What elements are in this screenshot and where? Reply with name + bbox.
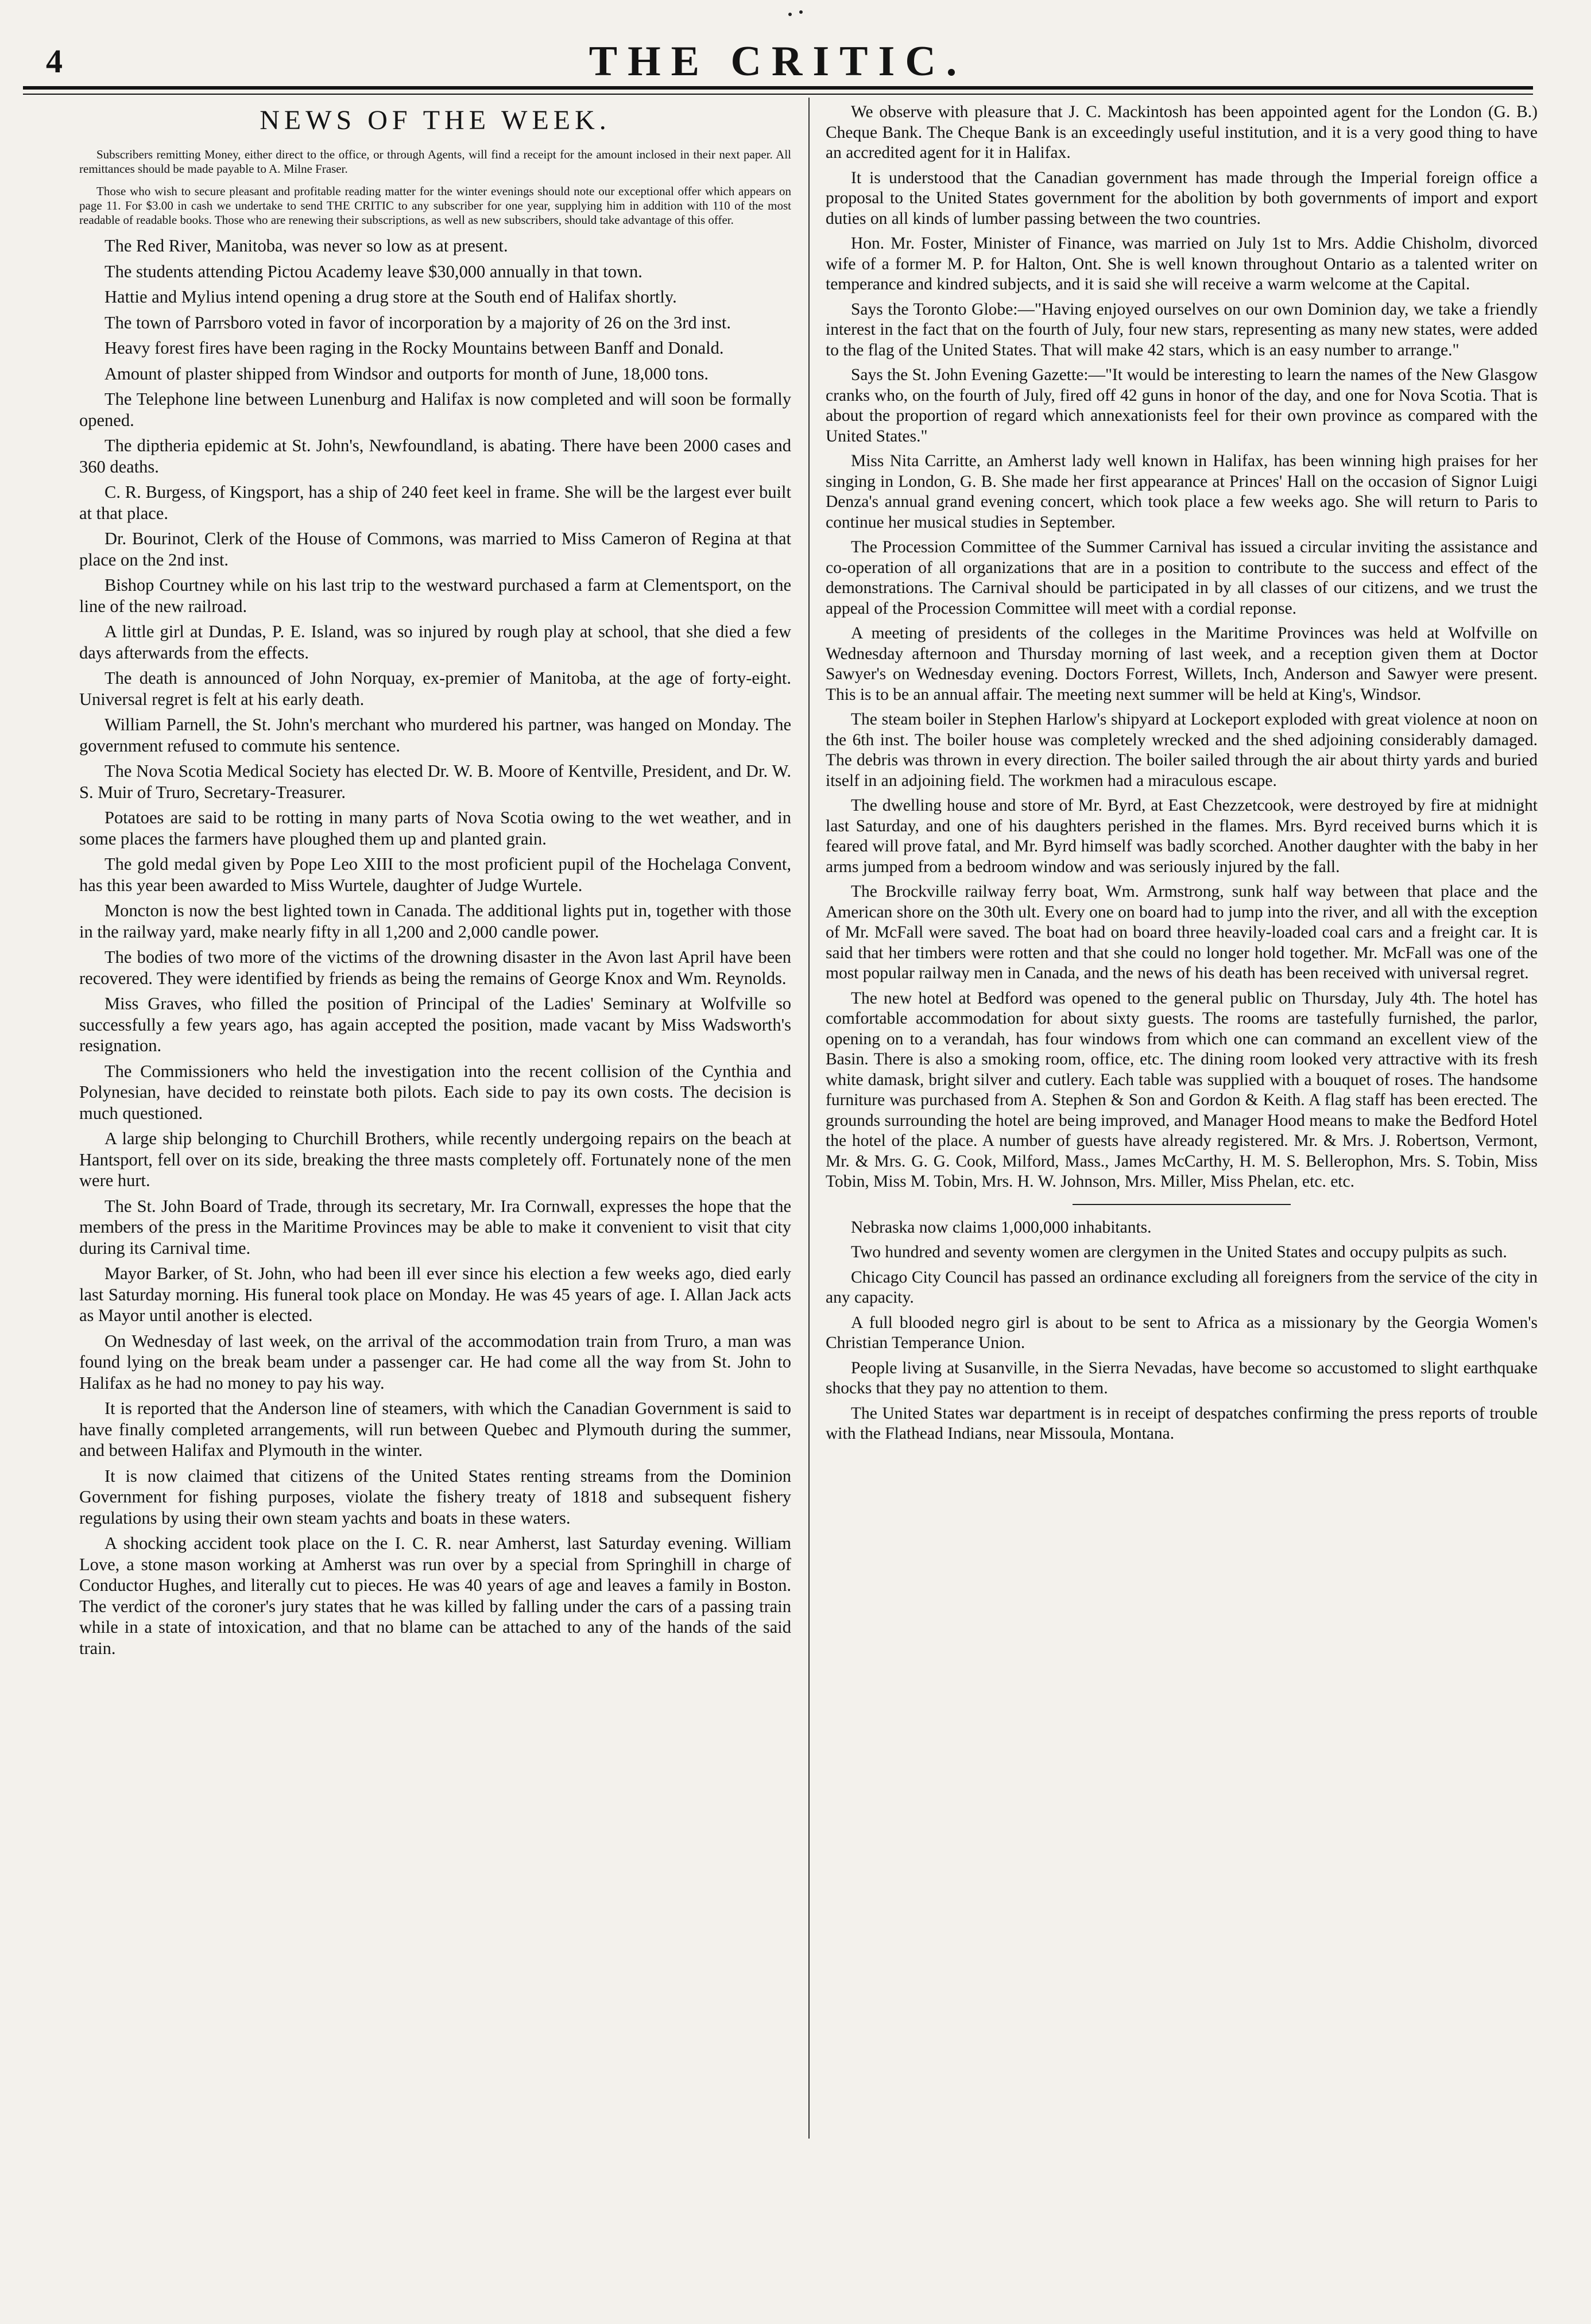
right-news-list xyxy=(826,102,1538,1192)
news-item: The Procession Committee of the Summer Carnival has issued a circular inviting the assistance and co-operation of all organizations that are in a position to contribute to the success and effect of the demonstrations. The Carnival should be participated in by all classes of our citizens, and we trust the appeal of the Procession Committee will meet with a cordial reponse. xyxy=(826,538,1538,618)
news-item: The Commissioners who held the investigation into the recent collision of the Cynthia and Polynesian, have decided to reinstate both pilots. Each side to pay its own costs. The decision is much questioned. xyxy=(79,1061,791,1123)
news-item: Potatoes are said to be rotting in many parts of Nova Scotia owing to the wet weather, and in some places the farmers have ploughed them up and planted grain. xyxy=(79,808,791,849)
news-item: The bodies of two more of the victims of the drowning disaster in the Avon last April have been recovered. They were identified by friends as being the remains of George Knox and Wm. Reynolds. xyxy=(79,947,791,988)
column-divider xyxy=(808,98,810,2139)
news-item: We observe with pleasure that J. C. Mackintosh has been appointed agent for the London (G. B.) Cheque Bank. The Cheque Bank is an exceedingly useful institution, and it is a very good thing to have an accredited agent for it in Halifax. xyxy=(826,103,1538,162)
news-item: Miss Nita Carritte, an Amherst lady well known in Halifax, has been winning high praises for her singing in London, G. B. She made her first appearance at Princes' Hall on the occasion of Signor Luigi Denza's annual grand evening concert, which took place a few weeks ago. She will return to Paris to continue her musical studies in September. xyxy=(826,452,1538,532)
section-separator xyxy=(1073,1204,1291,1205)
news-item: Mayor Barker, of St. John, who had been ill ever since his election a few weeks ago, died early last Saturday morning. His funeral took place on Monday. He was 45 years of age. I. Allan Jack acts as Mayor until another is elected. xyxy=(79,1264,791,1325)
masthead-title: THE CRITIC. xyxy=(589,38,967,85)
header-rule-thin xyxy=(23,94,1533,95)
news-item: A large ship belonging to Churchill Brothers, while recently undergoing repairs on the beach at Hantsport, fell over on its side, breaking the three masts completely off. Fortunately none of the men were hurt. xyxy=(79,1129,791,1190)
news-item: It is now claimed that citizens of the United States renting streams from the Dominion Government for fishing purposes, violate the fishery treaty of 1818 and subsequent fishery regulations by using their own steam yachts and boats in these waters. xyxy=(79,1466,791,1528)
news-item: Bishop Courtney while on his last trip to the westward purchased a farm at Clementsport, on the line of the new railroad. xyxy=(79,575,791,616)
right-column xyxy=(826,102,1538,2146)
news-item: A meeting of presidents of the colleges in the Maritime Provinces was held at Wolfville on Wednesday afternoon and Thursday morning of last week, and a reception given them at Doctor Sawyer's on Wednesday evening. Doctors Forrest, Willets, Inch, Anderson and Sawyer were present. This is to be an annual affair. The meeting next summer will be held at King's, Windsor. xyxy=(826,624,1538,704)
news-item: Two hundred and seventy women are clergymen in the United States and occupy pulpits as such. xyxy=(851,1243,1507,1261)
page-number: 4 xyxy=(46,42,63,80)
news-item: Hon. Mr. Foster, Minister of Finance, was married on July 1st to Mrs. Addie Chisholm, divorced wife of a former M. P. for Halton, Ont. She is well known throughout Ontario as a talented writer on temperance and kindred subjects, and it is said she will receive a warm welcome at the Capital. xyxy=(826,234,1538,293)
news-item: A little girl at Dundas, P. E. Island, was so injured by rough play at school, that she died a few days afterwards from the effects. xyxy=(79,622,791,663)
ink-speck xyxy=(799,10,803,14)
news-item: The diptheria epidemic at St. John's, Newfoundland, is abating. There have been 2000 cases and 360 deaths. xyxy=(79,436,791,477)
news-item: C. R. Burgess, of Kingsport, has a ship of 240 feet keel in frame. She will be the largest ever built at that place. xyxy=(79,482,791,523)
news-item: A full blooded negro girl is about to be sent to Africa as a missionary by the Georgia Women's Christian Temperance Union. xyxy=(826,1313,1538,1352)
left-news-list xyxy=(79,235,791,1659)
news-item: The new hotel at Bedford was opened to the general public on Thursday, July 4th. The hotel has comfortable accommodation for about sixty guests. The rooms are tastefully furnished, the parlor, opening on to a verandah, has four windows from which one can command an excellent view of the Basin. There is also a smoking room, office, etc. The dining room looked very attractive with its fresh white damask, bright silver and cutlery. Each table was supplied with a bouquet of roses. The handsome furniture was purchased from A. Stephen & Son and Gordon & Keith. A flag staff has been erected. The grounds surrounding the hotel are being improved, and Manager Hood means to make the Bedford Hotel the hotel of the place. A number of guests have already registered. Mr. & Mrs. J. Robertson, Vermont, Mr. & Mrs. G. G. Cook, Milford, Mass., James McCarthy, H. M. S. Bellerophon, Mrs. S. Tobin, Miss Tobin, Miss M. Tobin, Mrs. H. W. Johnson, Mrs. Miller, Miss Phelan, etc. etc. xyxy=(826,989,1538,1191)
subscriber-offer-notice: Those who wish to secure pleasant and profitable reading matter for the winter evenings should note our exceptional offer which appears on page 11. For $3.00 in cash we undertake to send THE CRITIC to any subscriber for one year, supplying him in addition with 110 of the most readable of readable books. Those who are renewing their subscriptions, as well as new subscribers, should take advantage of this offer. xyxy=(79,184,791,227)
news-item: Says the Toronto Globe:—"Having enjoyed ourselves on our own Dominion day, we take a friendly interest in the fact that on the fourth of July, four new stars, representing as many new states, were added to the flag of the United States. That will make 42 stars, which is an easy number to arrange." xyxy=(826,300,1538,359)
left-column xyxy=(79,102,791,2146)
news-item: Says the St. John Evening Gazette:—"It would be interesting to learn the names of the New Glasgow cranks who, on the fourth of July, fired off 42 guns in honor of the day, and one for Nova Scotia. That is about the proportion of regard which annexationists feel for their own province as compared with the United States." xyxy=(826,366,1538,446)
news-item: The St. John Board of Trade, through its secretary, Mr. Ira Cornwall, expresses the hope that the members of the press in the Maritime Provinces may be able to make it convenient to visit that city during its Carnival time. xyxy=(79,1196,791,1258)
news-item: People living at Susanville, in the Sierra Nevadas, have become so accustomed to slight earthquake shocks that they pay no attention to them. xyxy=(826,1358,1538,1397)
header-rule xyxy=(23,86,1533,90)
news-item: The Telephone line between Lunenburg and Halifax is now completed and will soon be formally opened. xyxy=(79,389,791,430)
news-item: The Brockville railway ferry boat, Wm. Armstrong, sunk half way between that place and the American shore on the 30th ult. Every one on board had to jump into the river, and all with the exception of Mr. McFall were saved. The boat had on board three heavily-loaded coal cars and a freight car. It is said that her timbers were rotten and that she could no longer hold together. Mr. McFall was one of the most popular railway men in Canada, and the news of his death has been received with universal regret. xyxy=(826,882,1538,982)
news-item: The town of Parrsboro voted in favor of incorporation by a majority of 26 on the 3rd inst. xyxy=(104,312,731,332)
page-header xyxy=(23,32,1533,83)
news-item: It is understood that the Canadian government has made through the Imperial foreign office a proposal to the United States government for the abolition by both governments of import and export duties on all kinds of lumber passing between the two countries. xyxy=(826,168,1538,228)
news-item: The steam boiler in Stephen Harlow's shipyard at Lockeport exploded with great violence at noon on the 6th inst. The boiler house was completely wrecked and the shed adjoining considerably damaged. The debris was thrown in every direction. The boiler sailed through the air about thirty yards and buried itself in an adjoining field. The workmen had a miraculous escape. xyxy=(826,710,1538,790)
news-item: Moncton is now the best lighted town in Canada. The additional lights put in, together with those in the railway yard, make nearly fifty in all 1,200 and 2,000 candle power. xyxy=(79,901,791,942)
news-item: Dr. Bourinot, Clerk of the House of Commons, was married to Miss Cameron of Regina at that place on the 2nd inst. xyxy=(79,529,791,570)
news-item: Chicago City Council has passed an ordinance excluding all foreigners from the service of the city in any capacity. xyxy=(826,1268,1538,1307)
ink-speck xyxy=(788,13,792,16)
news-item: It is reported that the Anderson line of steamers, with which the Canadian Government is said to have finally completed arrangements, will run between Quebec and Plymouth during the summer, and between Halifax and Plymouth in the winter. xyxy=(79,1399,791,1460)
news-item: The death is announced of John Norquay, ex-premier of Manitoba, at the age of forty-eight. Universal regret is felt at his early death. xyxy=(79,668,791,709)
news-item: Nebraska now claims 1,000,000 inhabitants. xyxy=(851,1218,1152,1237)
news-item: The United States war department is in receipt of despatches confirming the press reports of trouble with the Flathead Indians, near Missoula, Montana. xyxy=(826,1404,1538,1443)
news-item: A shocking accident took place on the I. C. R. near Amherst, last Saturday evening. William Love, a stone mason working at Amherst was run over by a special from Springhill in charge of Conductor Hughes, and literally cut to pieces. He was 40 years of age and leaves a family in Boston. The verdict of the coroner's jury states that he was killed by falling under the cars of a passing train while in a state of intoxication, and that no blame can be attached to any of the hands of the said train. xyxy=(79,1533,791,1658)
news-item: The students attending Pictou Academy leave $30,000 annually in that town. xyxy=(104,261,642,281)
news-item: Miss Graves, who filled the position of Principal of the Ladies' Seminary at Wolfville so successfully a few years ago, has again accepted the position, made vacant by Miss Wadsworth's resignation. xyxy=(79,994,791,1055)
right-short-news-list xyxy=(826,1218,1538,1444)
subscriber-notice: Subscribers remitting Money, either direct to the office, or through Agents, will find a receipt for the amount inclosed in their next paper. All remittances should be made payable to A. Milne Fraser. xyxy=(79,148,791,176)
news-item: The Nova Scotia Medical Society has elected Dr. W. B. Moore of Kentville, President, and Dr. W. S. Muir of Truro, Secretary-Treasurer. xyxy=(79,761,791,802)
news-item: Amount of plaster shipped from Windsor and outports for month of June, 18,000 tons. xyxy=(104,363,709,384)
news-item: The dwelling house and store of Mr. Byrd, at East Chezzetcook, were destroyed by fire at midnight last Saturday, and one of his daughters perished in the flames. Mrs. Byrd received burns which it is feared will prove fatal, and Mr. Byrd himself was badly scorched. Another daughter with the baby in her arms jumped from a bedroom window and was seriously injured by the fall. xyxy=(826,796,1538,876)
news-item: The gold medal given by Pope Leo XIII to the most proficient pupil of the Hochelaga Convent, has this year been awarded to Miss Wurtele, daughter of Judge Wurtele. xyxy=(79,854,791,895)
news-item: William Parnell, the St. John's merchant who murdered his partner, was hanged on Monday. The government refused to commute his sentence. xyxy=(79,715,791,756)
news-item: On Wednesday of last week, on the arrival of the accommodation train from Truro, a man was found lying on the break beam under a passenger car. He had come all the way from St. John to Halifax as he had no money to pay his way. xyxy=(79,1331,791,1393)
news-item: The Red River, Manitoba, was never so low as at present. xyxy=(104,236,508,255)
news-item: Heavy forest fires have been raging in the Rocky Mountains between Banff and Donald. xyxy=(104,338,724,358)
news-item: Hattie and Mylius intend opening a drug store at the South end of Halifax shortly. xyxy=(104,287,677,307)
section-title: NEWS OF THE WEEK. xyxy=(260,105,611,135)
